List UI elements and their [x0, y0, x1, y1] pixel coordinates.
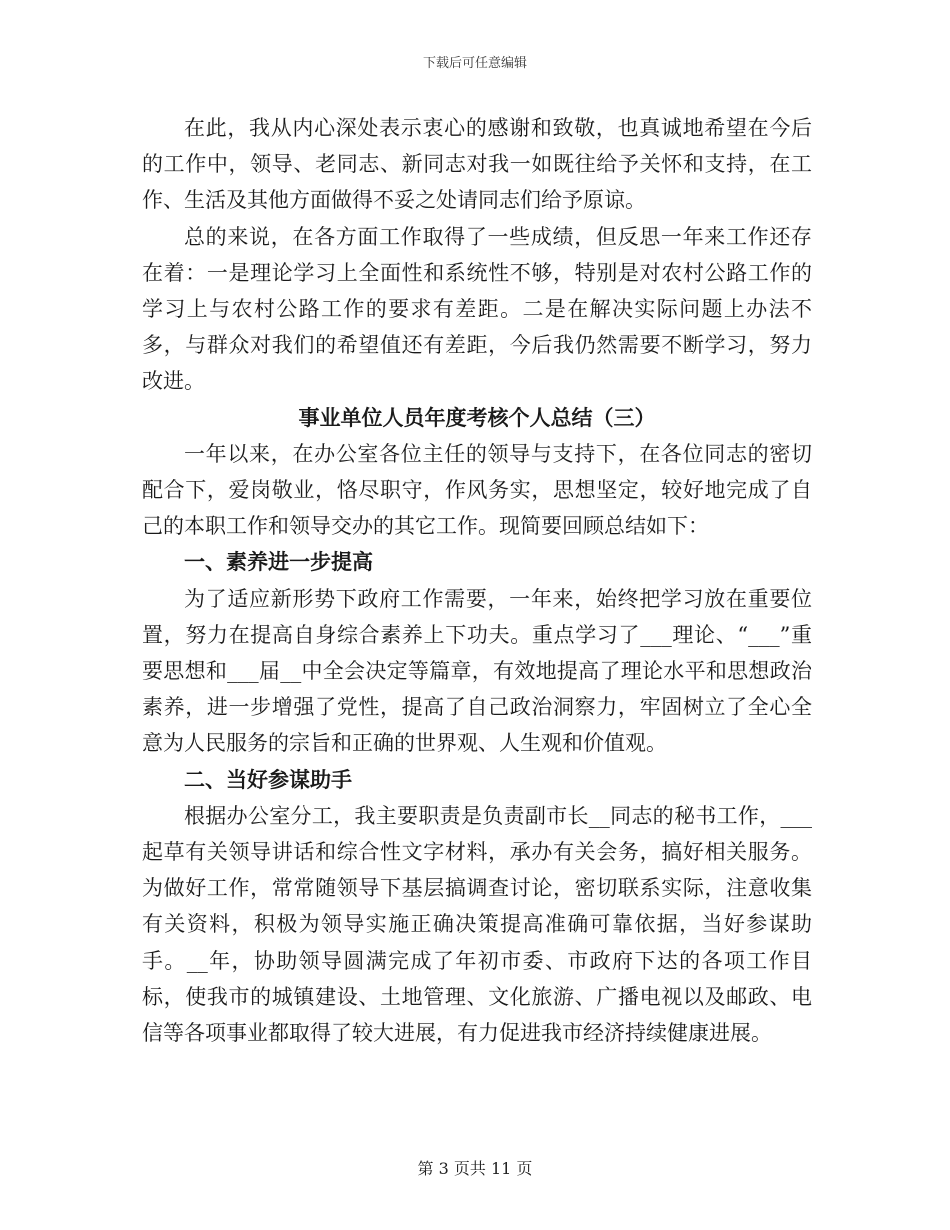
document-body: [142, 110, 812, 1051]
section-title: 事业单位人员年度考核个人总结（三）: [298, 404, 656, 430]
paragraph-intro: 一年以来，在办公室各位主任的领导与支持下，在各位同志的密切配合下，爱岗敬业，恪尽职守，作风务实，思想坚定，较好地完成了自己的本职工作和领导交办的其它工作。现简要回顾总结如下：: [142, 441, 812, 539]
paragraph-gratitude: 在此，我从内心深处表示衷心的感谢和致敬，也真诚地希望在今后的工作中，领导、老同志、新同志对我一如既往给予关怀和支持，在工作、生活及其他方面做得不妥之处请同志们给予原谅。: [142, 116, 812, 213]
paragraph-advisor: 根据办公室分工，我主要职责是负责副市长__同志的秘书工作，___起草有关领导讲话和综合性文字材料，承办有关会务，搞好相关服务。为做好工作，常常随领导下基层搞调查讨论，密切联系实际，注意收集有关资料，积极为领导实施正确决策提高准确可靠依据，当好参谋助手。__年，协助领导圆满完成了年初市委、市政府下达的各项工作目标，使我市的城镇建设、土地管理、文化旅游、广播电视以及邮政、电信等各项事业都取得了较大进展，有力促进我市经济持续健康进展。: [142, 803, 812, 1046]
page-header: 下载后可任意编辑: [422, 56, 527, 71]
paragraph-study: 为了适应新形势下政府工作需要，一年来，始终把学习放在重要位置，努力在提高自身综合素养上下功夫。重点学习了___理论、“___”重要思想和___届__中全会决定等篇章，有效地提高了理论水平和思想政治素养，进一步增强了党性，提高了自己政治洞察力，牢固树立了全心全意为人民服务的宗旨和正确的世界观、人生观和价值观。: [142, 586, 812, 756]
section-heading-2: 二、当好参谋助手: [184, 766, 352, 792]
section-heading-1: 一、素养进一步提高: [184, 549, 373, 575]
paragraph-summary-reflection: 总的来说，在各方面工作取得了一些成绩，但反思一年来工作还存在着：一是理论学习上全面性和系统性不够，特别是对农村公路工作的学习上与农村公路工作的要求有差距。二是在解决实际问题上办法不多，与群众对我们的希望值还有差距，今后我仍然需要不断学习，努力改进。: [142, 224, 812, 394]
page-footer: 第 3 页共 11 页: [417, 1159, 533, 1178]
